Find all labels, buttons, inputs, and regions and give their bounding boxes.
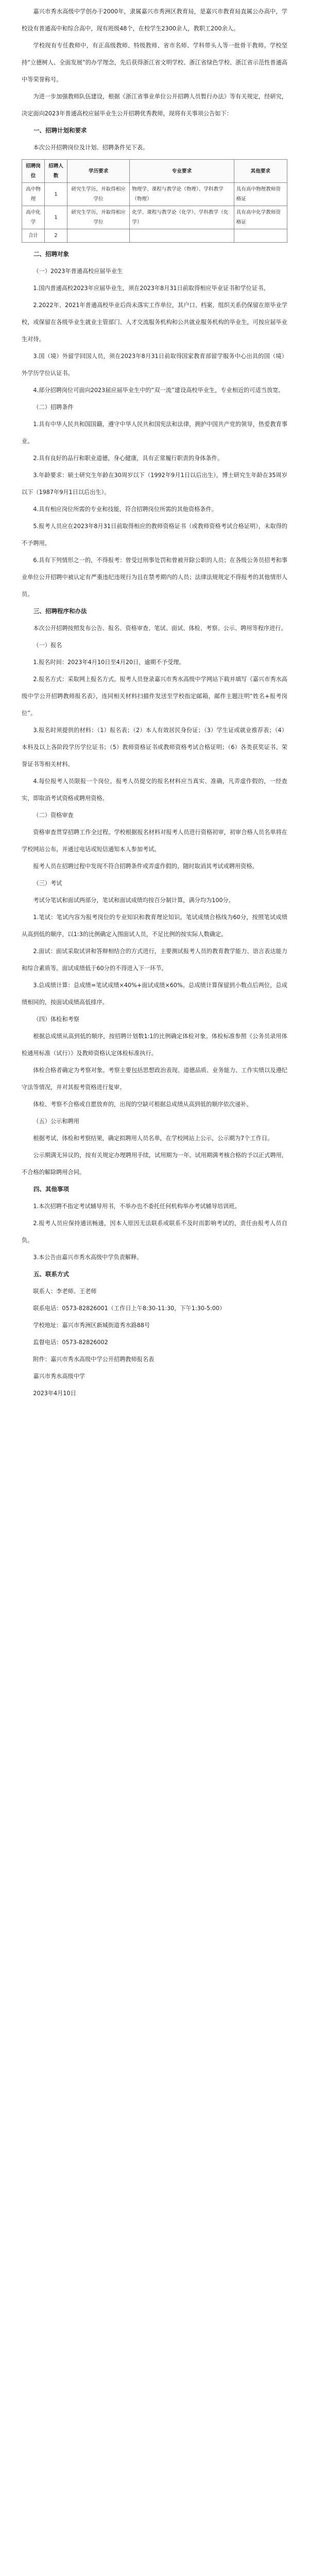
body-paragraph: 公示期满无异议的，按有关规定办理聘用手续，试用期为一年。试用期满考核合格的予以正式聘用，不合格的解除聘用合同。 — [22, 1152, 287, 1176]
section-heading-target: 二、招聘对象 — [33, 250, 69, 258]
section-text: 本次公开招聘岗位及计划、招聘条件见下表。 — [33, 144, 149, 151]
table-cell — [234, 229, 287, 243]
table-header: 学历要求 — [67, 160, 130, 183]
subsection-heading: （一）2023年普通高校应届毕业生 — [33, 268, 123, 275]
intro-paragraph: 为进一步加强教师队伍建设，根据《浙江省事业单位公开招聘人员暂行办法》等有关规定，经研究，决定面向2023年普通高校应届毕业生公开招聘优秀教师，现将有关事项公告如下： — [22, 93, 287, 117]
table-cell — [67, 229, 130, 243]
attachment-line: 附件：嘉兴市秀水高级中学公开招聘教师报名表 — [33, 1356, 154, 1363]
body-paragraph: 2.具有良好的品行和职业道德，身心健康，具有正常履行职责的身体条件。 — [33, 455, 224, 462]
table-row — [22, 206, 287, 229]
table-cell: 具有高中化学教师资格证 — [234, 206, 287, 229]
section-heading-contact: 五、联系方式 — [33, 1270, 69, 1278]
table-cell: 2 — [45, 229, 67, 243]
contact-line: 联系电话：0573-82826001（工作日上午8:30-11:30，下午1:30-5:00） — [33, 1305, 226, 1312]
contact-line: 联系人：李老师、王老师 — [33, 1288, 97, 1295]
body-paragraph: 4.每位报考人员限报一个岗位。报考人员提交的报名材料应当真实、准确，凡弄虚作假的，一经查实，即取消考试资格或聘用资格。 — [22, 778, 287, 802]
subsection-heading: （三）考试 — [33, 880, 62, 887]
table-header: 招聘岗位 — [22, 160, 45, 183]
table-header: 其他要求 — [234, 160, 287, 183]
body-paragraph: 1.国内普通高校2023年应届毕业生，须在2023年8月31日前取得相应毕业证书和学位证书。 — [33, 285, 269, 292]
body-paragraph: 3.年龄要求：硕士研究生年龄在30周岁以下（1992年9月1日以后出生），博士研究生年龄在35周岁以下（1987年9月1日以后出生）。 — [22, 472, 287, 496]
table-cell — [130, 229, 234, 243]
body-paragraph: 根据总成绩从高到低的顺序，按招聘计划数1:1的比例确定体检对象。体检标准参照《公务员录用体检通用标准（试行）》及教师资格认定体检标准执行。 — [22, 1033, 287, 1057]
body-paragraph: 6.具有下列情形之一的，不得报考：曾受过刑事处罚和曾被开除公职的人员；在各级公务员招考和事业单位公开招聘中被认定有严重违纪违规行为且在禁考期内的人员；法律法规规定不得报考的其他情形人员。 — [22, 557, 287, 598]
intro-paragraph: 嘉兴市秀水高级中学创办于2000年，隶属嘉兴市秀洲区教育局，是嘉兴市教育局直属公办高中，学校设有普通高中和综合高中，现有班级48个，在校学生2300余人，教职工200余人。 — [22, 8, 287, 32]
body-paragraph: 3.国（境）外留学回国人员，须在2023年8月31日前取得国家教育部留学服务中心出具的国（境）外学历学位认证书。 — [22, 353, 287, 377]
body-paragraph: 3.总成绩计算：总成绩=笔试成绩×40%+面试成绩×60%。总成绩计算保留到小数点后两位，总成绩相同的，按面试成绩高低排序。 — [22, 982, 287, 1006]
body-paragraph: 2.报名方式：采取网上报名方式。报考人员登录嘉兴市秀水高级中学网站下载并填写《嘉兴市秀水高级中学公开招聘教师报名表》，连同相关材料扫描件发送至学校指定邮箱，邮件主题注明“姓名+报考岗位”。 — [22, 676, 287, 717]
table-cell: 研究生学历，并取得相应学位 — [67, 206, 130, 229]
body-paragraph: 1.笔试：笔试内容为报考岗位的专业知识和教育理论知识。笔试成绩合格线为60分，按照笔试成绩从高到低的顺序，以1:3的比例确定入围面试人员，不足比例的按实际人数确定。 — [22, 914, 287, 938]
table-header: 专业要求 — [130, 160, 234, 183]
table-cell: 1 — [45, 206, 67, 229]
signature-line: 嘉兴市秀水高级中学 — [33, 1373, 85, 1380]
table-cell: 研究生学历，并取得相应学位 — [67, 183, 130, 206]
subsection-heading: （五）公示和聘用 — [33, 1118, 79, 1125]
body-paragraph: 3.报名时须提供的材料：（1）报名表；（2）本人有效居民身份证；（3）学生证或就业推荐表；（4）本科及以上各阶段学历学位证书；（5）教师资格证书或教师资格考试合格证明；（6）各类获奖证书、荣誉证书等相关材料。 — [22, 727, 287, 768]
table-cell: 高中化学 — [22, 206, 45, 229]
table-header: 招聘人数 — [45, 160, 67, 183]
body-paragraph: 4.部分招聘岗位可面向2023届应届毕业生中的“双一流”建设高校毕业生，专业相近的可适当放宽。 — [33, 387, 284, 394]
body-paragraph: 考试分笔试和面试两部分，笔试和面试成绩均按百分制计算，满分均为100分。 — [33, 897, 234, 904]
body-paragraph: 体检合格者确定为考察对象。考察主要包括思想政治表现、道德品质、业务能力、工作实绩以及遵纪守法等情况，并对其报考资格进行复审。 — [22, 1067, 287, 1091]
body-paragraph: 资格审查贯穿招聘工作全过程。学校根据报名材料对报考人员进行资格初审，初审合格人员名单将在学校网站公布，并通过电话或短信通知本人参加考试。 — [22, 829, 287, 853]
subsection-heading: （二）资格审查 — [33, 812, 74, 819]
body-paragraph: 2.面试：面试采取试讲和答辩相结合的方式进行，主要测试报考人员的教育教学能力、语言表达能力和综合素质等。面试成绩低于60分的不得进入下一环节。 — [22, 948, 287, 972]
table-row — [22, 183, 287, 206]
table-cell: 合计 — [22, 229, 45, 243]
section-heading-procedure: 三、招聘程序和办法 — [33, 607, 87, 615]
section-heading-plan: 一、招聘计划和要求 — [33, 127, 87, 134]
body-paragraph: 3.本公告由嘉兴市秀水高级中学负责解释。 — [33, 1254, 143, 1261]
body-paragraph: 体检、考察不合格或自愿放弃的，出现的空缺可根据总成绩从高到低的顺序依次递补。 — [33, 1101, 252, 1108]
body-paragraph: 1.具有中华人民共和国国籍，遵守中华人民共和国宪法和法律，拥护中国共产党的领导，热爱教育事业。 — [22, 421, 287, 445]
body-paragraph: 2.2022年、2021年普通高校毕业后尚未落实工作单位，其户口、档案、组织关系仍保留在原毕业学校，或保留在各级毕业生就业主管部门、人才交流服务机构和公共就业服务机构的毕业生，可按应届毕业生对待。 — [22, 302, 287, 343]
contact-line: 学校地址：嘉兴市秀洲区新城街道秀水路88号 — [33, 1322, 150, 1329]
body-paragraph: 1.本次招聘不指定考试辅导用书，不举办也不委托任何机构举办考试辅导培训班。 — [33, 1203, 241, 1210]
section-heading-other: 四、其他事项 — [33, 1185, 69, 1193]
body-paragraph: 报考人员在招聘过程中发现不符合招聘条件或弄虚作假的，随时取消其考试或聘用资格。 — [33, 863, 258, 870]
table-row — [22, 229, 287, 243]
table-header-row — [22, 160, 287, 183]
date-line: 2023年4月10日 — [33, 1390, 76, 1397]
table-cell: 物理学、课程与教学论（物理）、学科教学（物理） — [130, 183, 234, 206]
table-cell: 具有高中物理教师资格证 — [234, 183, 287, 206]
intro-paragraph: 学校现有专任教师中，有正高级教师、特级教师、省市名师、学科带头人等一批骨干教师。学校坚持“立德树人、全面发展”的办学理念，先后获得浙江省文明学校、浙江省绿色学校、浙江省示范性普通高中等荣誉称号。 — [22, 42, 287, 83]
body-paragraph: 5.报考人员应在2023年8月31日前取得相应的教师资格证书（或教师资格考试合格证明），未取得的不予聘用。 — [22, 523, 287, 547]
table-cell: 化学、课程与教学论（化学）、学科教学（化学） — [130, 206, 234, 229]
recruitment-plan-table — [22, 159, 287, 243]
contact-line: 监督电话：0573-82826002 — [33, 1339, 108, 1346]
body-paragraph: 2.报考人员应保持通讯畅通，因本人原因无法联系或联系不及时而影响考试的，责任由报考人员自负。 — [22, 1220, 287, 1244]
body-paragraph: 根据考试、体检和考察结果，确定拟聘用人员名单，在学校网站上公示，公示期为7个工作日。 — [33, 1135, 273, 1142]
body-paragraph: 1.报名时间：2023年4月10日至4月20日，逾期不予受理。 — [33, 659, 185, 666]
table-cell: 1 — [45, 183, 67, 206]
subsection-heading: （二）招聘条件 — [33, 404, 74, 411]
table-cell: 高中物理 — [22, 183, 45, 206]
section-text: 本次公开招聘按照发布公告、报名、资格审查、笔试、面试、体检、考察、公示、聘用等程序进行。 — [33, 625, 287, 632]
subsection-heading: （一）报名 — [33, 642, 62, 649]
body-paragraph: 4.具有相应岗位所需的专业和技能，符合招聘岗位所需的其他资格条件。 — [33, 506, 217, 513]
subsection-heading: （四）体检和考察 — [33, 1016, 79, 1023]
